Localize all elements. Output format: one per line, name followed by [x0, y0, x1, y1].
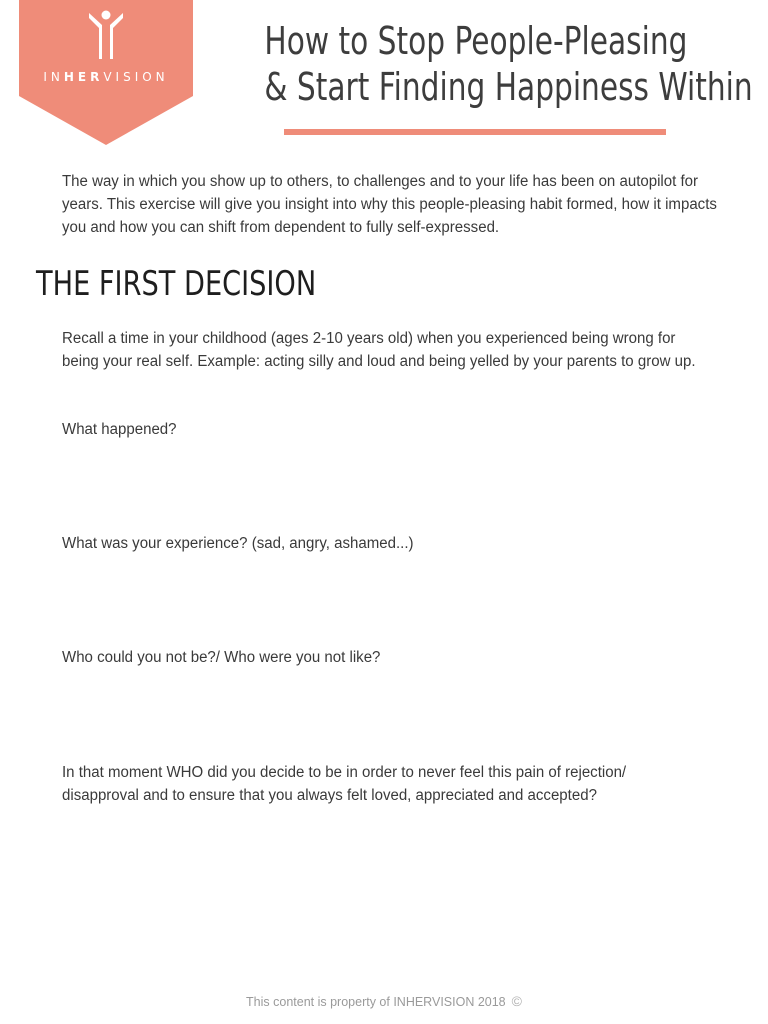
footer-text: This content is property of INHERVISION 2018 [246, 995, 506, 1009]
footer-copyright [0, 993, 768, 1009]
woman-figure-icon [87, 9, 125, 59]
brand-name-part-her: HER [63, 70, 104, 84]
question-what-happened: What happened? [62, 421, 177, 438]
childhood-prompt: Recall a time in your childhood (ages 2-10 years old) when you experienced being wrong for being your real self. Example: acting silly and loud and being yelled by your parents to grow up. [62, 330, 696, 370]
brand-name [19, 70, 193, 84]
section-heading: THE FIRST DECISION [36, 264, 317, 304]
question-who-did-you-decide-to-be: In that moment WHO did you decide to be in order to never feel this pain of rejection/ disapproval and to ensure that you always felt loved, appreciated and accepted? [62, 764, 627, 804]
brand-logo-badge [19, 0, 193, 145]
intro-paragraph: The way in which you show up to others, to challenges and to your life has been on autopilot for years. This exercise will give you insight into why this people-pleasing habit formed, how it impacts you and how you can shift from dependent to fully self-expressed. [62, 173, 717, 236]
title-underline-divider [284, 129, 666, 135]
page-title [264, 18, 753, 110]
page-title-line-1: How to Stop People-Pleasing [264, 19, 688, 63]
brand-name-part-in: IN [43, 70, 64, 84]
copyright-icon: © [511, 993, 522, 1009]
page-title-line-2: & Start Finding Happiness Within [264, 65, 753, 109]
question-experience: What was your experience? (sad, angry, ashamed...) [62, 535, 414, 552]
question-who-could-you-not-be: Who could you not be?/ Who were you not like? [62, 649, 381, 666]
brand-name-part-vision: VISION [103, 70, 169, 84]
